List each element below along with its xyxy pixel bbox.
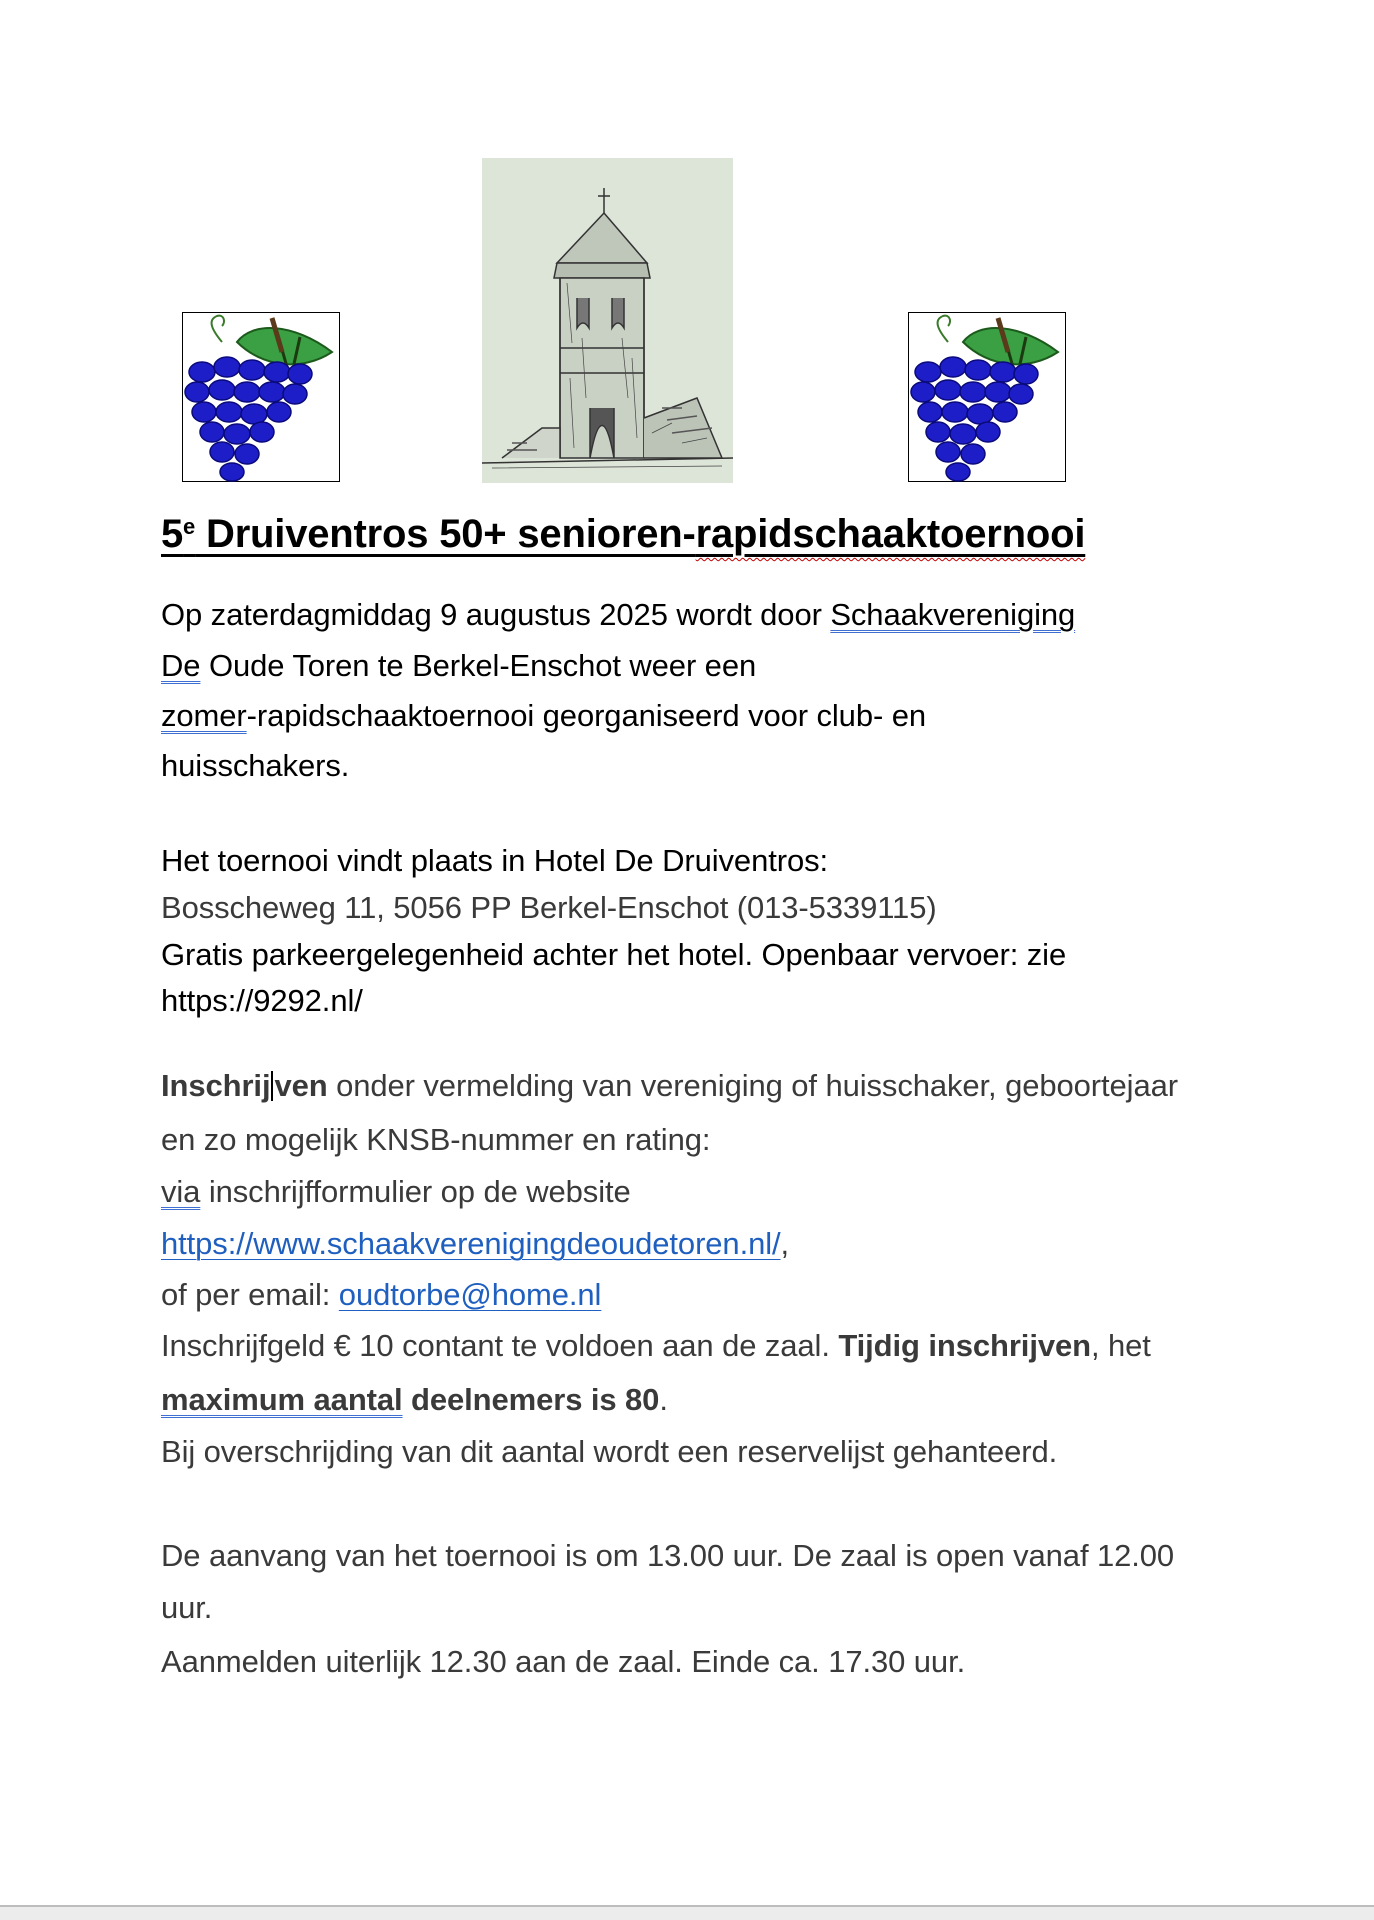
- email-label: of per email:: [161, 1277, 339, 1312]
- registration-line-3: [161, 1174, 631, 1210]
- registration-label: [161, 1068, 328, 1103]
- registration-reserve-line: Bij overschrijding van dit aantal wordt een reservelijst gehanteerd.: [161, 1434, 1058, 1469]
- intro-club-name: Schaakvereniging: [830, 597, 1076, 632]
- title-ordinal: 5: [161, 512, 184, 556]
- intro-zomer: zomer: [161, 698, 247, 733]
- document-title: [161, 512, 1085, 557]
- title-ordinal-suffix: e: [183, 514, 196, 539]
- website-comma: ,: [780, 1226, 790, 1261]
- times-line-3: Aanmelden uiterlijk 12.30 aan de zaal. Einde ca. 17.30 uur.: [161, 1644, 966, 1679]
- registration-line-1: [161, 1068, 1178, 1104]
- max-period: .: [659, 1382, 668, 1417]
- registration-line-2: en zo mogelijk KNSB-nummer en rating:: [161, 1122, 711, 1157]
- registration-website-line: [161, 1226, 789, 1262]
- max-bold: deelnemers is 80: [402, 1382, 660, 1417]
- fee-text-end: , het: [1090, 1328, 1151, 1363]
- intro-line-1: [161, 597, 1075, 633]
- title-text: Druiventros 50+ senioren-: [195, 512, 696, 556]
- max-bold-underlined: maximum aantal: [161, 1382, 403, 1417]
- intro-club-name-cont: De: [161, 648, 201, 683]
- intro-line-2: [161, 648, 756, 684]
- registration-text: inschrijfformulier op de website: [200, 1174, 631, 1209]
- registration-email-line: [161, 1277, 601, 1313]
- registration-via: via: [161, 1174, 201, 1209]
- grapes-image-right: [908, 312, 1066, 482]
- registration-fee-line: [161, 1328, 1151, 1364]
- venue-parking: Gratis parkeergelegenheid achter het hotel. Openbaar vervoer: zie: [161, 937, 1067, 972]
- website-link[interactable]: https://www.schaakverenigingdeoudetoren.nl/: [161, 1226, 781, 1261]
- registration-text: onder vermelding van vereniging of huisschaker, geboortejaar: [327, 1068, 1178, 1103]
- intro-text: Oude Toren te Berkel-Enschot weer een: [200, 648, 757, 683]
- fee-text: Inschrijfgeld € 10 contant te voldoen aan de zaal.: [161, 1328, 839, 1363]
- intro-line-3: [161, 698, 926, 734]
- venue-line-1: Het toernooi vindt plaats in Hotel De Druiventros:: [161, 843, 828, 878]
- grapes-image-left: [182, 312, 340, 482]
- registration-label-b: ven: [274, 1068, 328, 1103]
- times-line-2: uur.: [161, 1590, 213, 1625]
- intro-text: Op zaterdagmiddag 9 augustus 2025 wordt door: [161, 597, 831, 632]
- venue-transit-url: https://9292.nl/: [161, 983, 363, 1018]
- fee-bold: Tijdig inschrijven: [838, 1328, 1091, 1363]
- registration-label-a: Inschrij: [161, 1068, 271, 1103]
- intro-line-4: huisschakers.: [161, 748, 350, 783]
- registration-max-line: [161, 1382, 668, 1418]
- title-text-spellcheck: rapidschaaktoernooi: [695, 512, 1086, 556]
- church-tower-image: [482, 158, 733, 483]
- venue-address: Bosscheweg 11, 5056 PP Berkel-Enschot (013-5339115): [161, 890, 937, 925]
- intro-text: -rapidschaaktoernooi georganiseerd voor club- en: [246, 698, 926, 733]
- email-link[interactable]: oudtorbe@home.nl: [338, 1277, 602, 1312]
- times-line-1: De aanvang van het toernooi is om 13.00 uur. De zaal is open vanaf 12.00: [161, 1538, 1175, 1573]
